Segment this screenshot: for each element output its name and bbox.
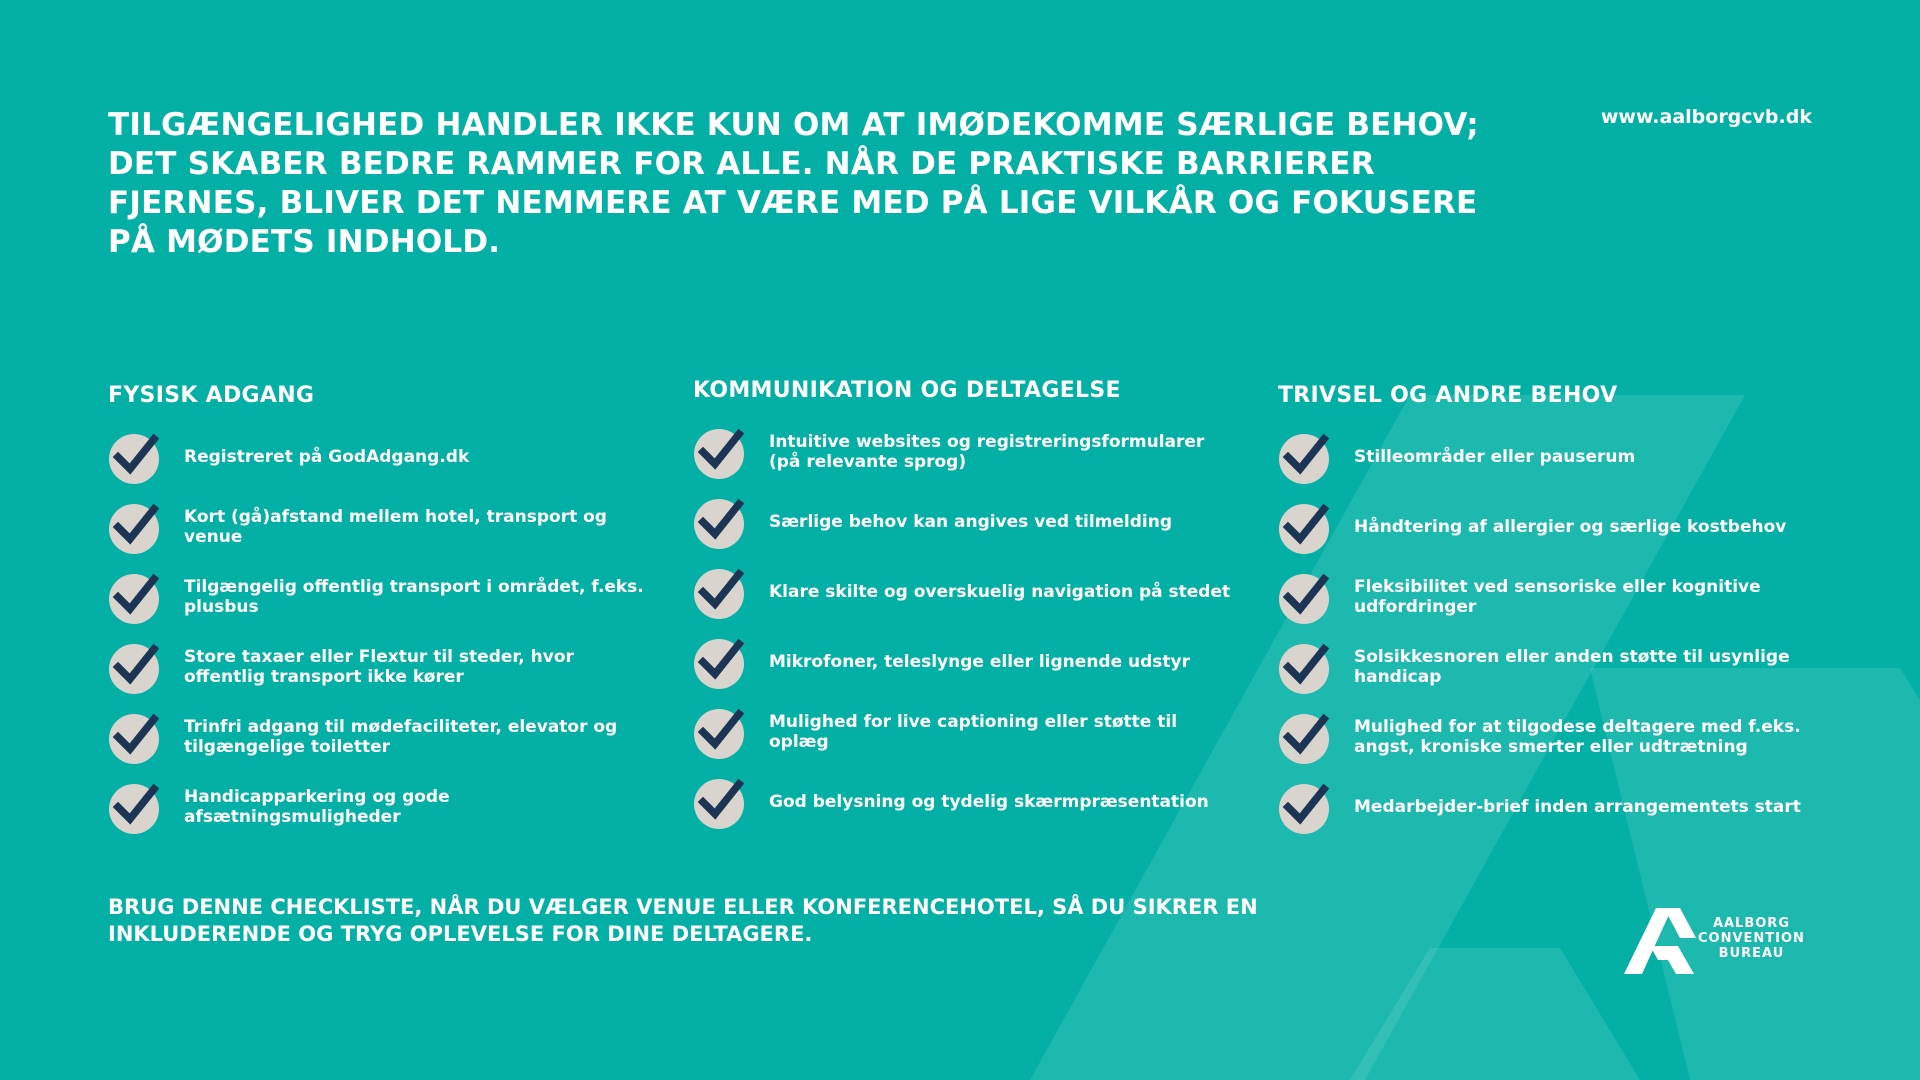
logo-line: CONVENTION (1698, 930, 1805, 946)
checkmark-icon (108, 570, 162, 624)
checklist-item (693, 697, 1233, 767)
checklist-item (1278, 422, 1818, 492)
headline: TILGÆNGELIGHED HANDLER IKKE KUN OM AT IMØDEKOMME SÆRLIGE BEHOV; DET SKABER BEDRE RAMMER FOR ALLE. NÅR DE PRAKTISKE BARRIERER FJERNES, BLIVER DET NEMMERE AT VÆRE MED PÅ LIGE VILKÅR OG FOKUSERE PÅ MØDETS INDHOLD. (108, 107, 1479, 260)
checklist-item-text: Mulighed for at tilgodese deltagere med f.eks. angst, kroniske smerter eller udtrætning (1354, 717, 1801, 757)
column-physical-access (108, 383, 648, 842)
checkmark-icon (1278, 710, 1332, 764)
logo-a-icon (1620, 900, 1700, 976)
checklist-item-text: Mulighed for live captioning eller støtte til oplæg (769, 712, 1178, 752)
aalborg-convention-bureau-logo (1620, 900, 1820, 976)
logo-wordmark (1698, 916, 1805, 961)
checklist-item-text: Fleksibilitet ved sensoriske eller kognitive udfordringer (1354, 577, 1761, 617)
checklist-item-text: Stilleområder eller pauserum (1354, 447, 1636, 467)
checklist-item (693, 557, 1233, 627)
checklist-item (1278, 702, 1818, 772)
checklist-item (693, 487, 1233, 557)
checklist-item-text: Handicapparkering og gode afsætningsmuligheder (184, 787, 450, 827)
website-link[interactable]: www.aalborgcvb.dk (1600, 106, 1812, 128)
checkmark-icon (108, 780, 162, 834)
checklist-item-text: Store taxaer eller Flextur til steder, hvor offentlig transport ikke kører (184, 647, 574, 687)
checkmark-icon (108, 710, 162, 764)
checkmark-icon (1278, 640, 1332, 694)
checklist-item (108, 632, 648, 702)
checklist-item-text: Registreret på GodAdgang.dk (184, 447, 470, 467)
column-title: TRIVSEL OG ANDRE BEHOV (1278, 383, 1618, 408)
checklist-item (693, 627, 1233, 697)
checkmark-icon (1278, 780, 1332, 834)
checklist-item (1278, 492, 1818, 562)
checkmark-icon (1278, 570, 1332, 624)
checkmark-icon (693, 775, 747, 829)
checklist-item-text: Solsikkesnoren eller anden støtte til usynlige handicap (1354, 647, 1790, 687)
checklist-item (108, 422, 648, 492)
column-wellbeing (1278, 383, 1818, 842)
logo-line: BUREAU (1718, 945, 1785, 961)
checklist-item-text: Tilgængelig offentlig transport i området, f.eks. plusbus (184, 577, 644, 617)
column-title: KOMMUNIKATION OG DELTAGELSE (693, 378, 1121, 403)
checkmark-icon (693, 705, 747, 759)
checklist-item (693, 417, 1233, 487)
checklist-item (108, 562, 648, 632)
checklist-item-text: Intuitive websites og registreringsformularer (på relevante sprog) (769, 432, 1205, 472)
checklist-item-text: Medarbejder-brief inden arrangementets start (1354, 797, 1801, 817)
footer-call-to-action: BRUG DENNE CHECKLISTE, NÅR DU VÆLGER VENUE ELLER KONFERENCEHOTEL, SÅ DU SIKRER EN INKLUDERENDE OG TRYG OPLEVELSE FOR DINE DELTAGERE. (108, 895, 1258, 946)
checkmark-icon (693, 425, 747, 479)
checkmark-icon (108, 430, 162, 484)
checklist-item (1278, 562, 1818, 632)
checklist-item (108, 702, 648, 772)
checklist-item (1278, 632, 1818, 702)
checklist-item (693, 767, 1233, 837)
checklist-item-text: Særlige behov kan angives ved tilmelding (769, 512, 1173, 532)
checklist-item-text: Kort (gå)afstand mellem hotel, transport og venue (184, 507, 607, 547)
checkmark-icon (693, 495, 747, 549)
checkmark-icon (108, 640, 162, 694)
column-title: FYSISK ADGANG (108, 383, 315, 408)
checklist-item (1278, 772, 1818, 842)
checklist-item-text: Mikrofoner, teleslynge eller lignende udstyr (769, 652, 1191, 672)
checkmark-icon (108, 500, 162, 554)
checklist-item (108, 772, 648, 842)
checkmark-icon (693, 565, 747, 619)
checklist-item-text: Trinfri adgang til mødefaciliteter, elevator og tilgængelige toiletter (184, 717, 618, 757)
logo-line: AALBORG (1712, 915, 1790, 931)
checkmark-icon (693, 635, 747, 689)
checklist-item (108, 492, 648, 562)
column-communication (693, 378, 1233, 837)
checklist-item-text: Håndtering af allergier og særlige kostbehov (1354, 517, 1787, 537)
checklist-item-text: Klare skilte og overskuelig navigation på stedet (769, 582, 1231, 602)
checkmark-icon (1278, 500, 1332, 554)
checkmark-icon (1278, 430, 1332, 484)
checklist-item-text: God belysning og tydelig skærmpræsentation (769, 792, 1209, 812)
